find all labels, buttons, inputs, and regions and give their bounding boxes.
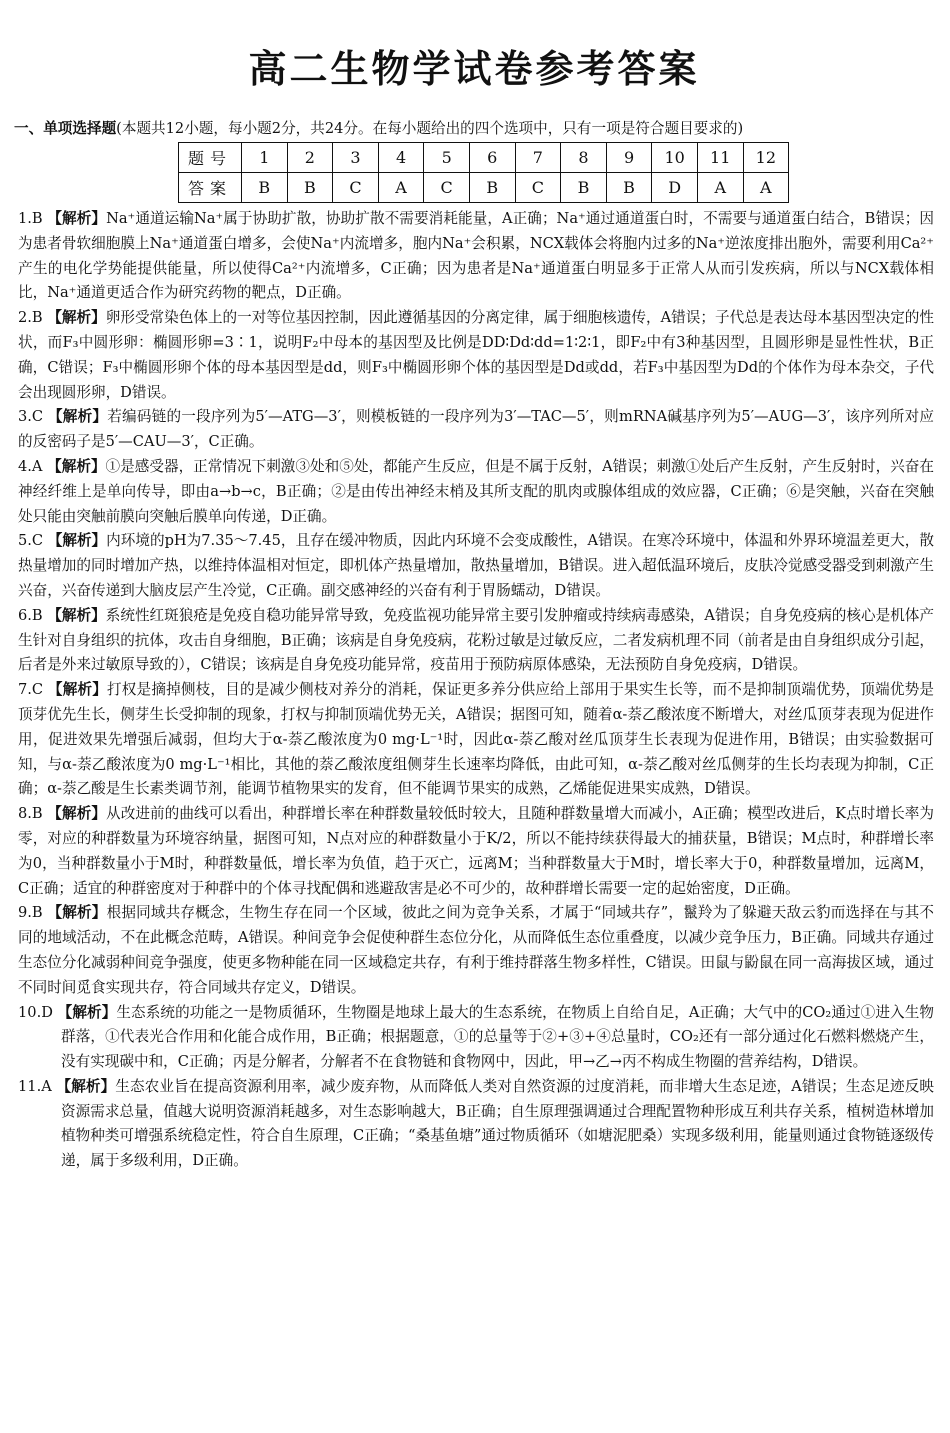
answer-cell: B	[287, 173, 333, 203]
section-name: 一、单项选择题	[14, 120, 117, 137]
answer-cell: A	[743, 173, 789, 203]
question-number: 10	[652, 143, 698, 173]
explanation-text: ①是感受器，正常情况下刺激③处和⑤处，都能产生反应，但是不属于反射，A错误；刺激①处后产生反射，产生反射时，兴奋在神经纤维上是单向传导，即由a→b→c，B正确；②是由传出神经末梢及其所支配的肌肉或腺体组成的效应器，C正确；⑥是突触，兴奋在突触处只能由突触前膜向突触后膜单向传递，D正确。	[18, 457, 934, 525]
answer-cell: B	[469, 173, 515, 203]
answer-cell: C	[424, 173, 470, 203]
answer-cell: A	[378, 173, 424, 203]
question-number: 5	[424, 143, 470, 173]
answer-cell: C	[515, 173, 561, 203]
explanation-item	[14, 306, 934, 405]
answer-number: 6.B	[18, 606, 43, 624]
analysis-tag: 【解析】	[47, 309, 106, 327]
explanation-text: 生态农业旨在提高资源利用率，减少废弃物，从而降低人类对自然资源的过度消耗，而非增大生态足迹，A错误；生态足迹反映资源需求总量，值越大说明资源消耗越多，对生态影响越大，B正确；自生原理强调通过合理配置物种形成互利共存关系，植树造林增加植物种类可增强系统稳定性，符合自生原理，C正确；“桑基鱼塘”通过物质循环（如塘泥肥桑）实现多级利用，能量则通过食物链逐级传递，属于多级利用，D正确。	[61, 1077, 934, 1170]
analysis-tag: 【解析】	[47, 532, 107, 550]
section-header	[14, 118, 934, 140]
question-number: 4	[378, 143, 424, 173]
analysis-tag: 【解析】	[47, 805, 107, 823]
question-number: 8	[561, 143, 607, 173]
question-number: 6	[469, 143, 515, 173]
answer-number: 4.A	[18, 457, 43, 475]
explanation-text: 生态系统的功能之一是物质循环，生物圈是地球上最大的生态系统，在物质上自给自足，A正确；大气中的CO₂通过①进入生物群落，①代表光合作用和化能合成作用，B正确；根据题意，①的总量等于②+③+④总量时，CO₂还有一部分通过化石燃料燃烧产生，没有实现碳中和，C正确；丙是分解者，分解者不在食物链和食物网中，因此，甲→乙→丙不构成生物圈的营养结构，D错误。	[61, 1003, 934, 1071]
answer-table-number-row	[179, 143, 789, 173]
explanation-text: 卵形受常染色体上的一对等位基因控制，因此遵循基因的分离定律，属于细胞核遗传，A错误；子代总是表达母本基因型决定的性状，而F₃中圆形卵：椭圆形卵=3∶1，说明F₂中母本的基因型及比例是DD∶Dd∶dd=1∶2∶1，即F₂中有3种基因型，且圆形卵是显性性状，B正确，C错误；F₃中椭圆形卵个体的母本基因型是dd，则F₃中椭圆形卵个体的基因型是Dd或dd，若F₃中基因型为Dd的个体作为母本杂交，子代会出现圆形卵，D错误。	[18, 309, 935, 401]
analysis-tag: 【解析】	[47, 606, 106, 624]
analysis-tag: 【解析】	[47, 408, 108, 426]
question-number: 1	[242, 143, 288, 173]
explanation-text: 若编码链的一段序列为5′—ATG—3′，则模板链的一段序列为3′—TAC—5′，则mRNA碱基序列为5′—AUG—3′，该序列所对应的反密码子是5′—CAU—3′，C正确。	[18, 408, 935, 451]
answer-cell: B	[242, 173, 288, 203]
question-number: 9	[606, 143, 652, 173]
answer-table	[178, 142, 789, 203]
answer-table-answer-row	[179, 173, 789, 203]
answer-cell: B	[606, 173, 652, 203]
explanation-item	[14, 455, 934, 529]
analysis-tag: 【解析】	[47, 210, 107, 227]
answer-number: 7.C	[18, 681, 44, 699]
answer-number: 11.A	[18, 1077, 52, 1095]
analysis-tag: 【解析】	[47, 904, 107, 922]
explanation-text: 根据同域共存概念，生物生存在同一个区域，彼此之间为竞争关系，才属于“同域共存”，鬣羚为了躲避天敌云豹而选择在与其不同的地域活动，不在此概念范畴，A错误。种间竞争会促使种群生态位分化，从而降低生态位重叠度，以减少竞争压力，B正确。同域共存通过生态位分化减弱种间竞争强度，使更多物种能在同一区域稳定共存，有利于维持群落生物多样性，C错误。田鼠与鼢鼠在同一高海拔区域，通过不同时间觅食实现共存，符合同域共存定义，D错误。	[18, 904, 935, 996]
answer-cell: B	[561, 173, 607, 203]
explanation-item	[14, 207, 934, 306]
explanation-item	[14, 1075, 934, 1174]
explanation-item	[14, 802, 934, 901]
answer-number: 1.B	[18, 210, 43, 227]
analysis-tag: 【解析】	[47, 457, 106, 475]
answer-number: 9.B	[18, 904, 43, 922]
answer-number: 3.C	[18, 408, 44, 426]
question-number: 2	[287, 143, 333, 173]
explanation-item	[14, 405, 934, 455]
explanation-text: 系统性红斑狼疮是免疫自稳功能异常导致，免疫监视功能异常主要引发肿瘤或持续病毒感染，A错误；自身免疫病的核心是机体产生针对自身组织的抗体，攻击自身细胞，B正确；该病是自身免疫病，花粉过敏是过敏反应，二者发病机理不同（前者是由自身组织成分引起，后者是外来过敏原导致的），C错误；该病是自身免疫功能异常，疫苗用于预防病原体感染，无法预防自身免疫病，D错误。	[18, 606, 935, 674]
question-number: 7	[515, 143, 561, 173]
explanation-item	[14, 604, 934, 678]
explanation-text: Na⁺通道运输Na⁺属于协助扩散，协助扩散不需要消耗能量，A正确；Na⁺通过通道蛋白时，不需要与通道蛋白结合，B错误；因为患者骨软细胞膜上Na⁺通道蛋白增多，会使Na⁺内流增多，胞内Na⁺会积累，NCX载体会将胞内过多的Na⁺逆浓度排出胞外，需要利用Ca²⁺产生的电化学势能提供能量，所以使得Ca²⁺内流增多，C正确；因为患者是Na⁺通道蛋白明显多于正常人从而引发疾病，所以与NCX载体相比，Na⁺通道更适合作为研究药物的靶点，D正确。	[18, 210, 934, 302]
explanation-text: 从改进前的曲线可以看出，种群增长率在种群数量较低时较大，且随种群数量增大而减小，A正确；模型改进后，K点时增长率为零，对应的种群数量为环境容纳量，据图可知，N点对应的种群数量小于K/2，所以不能持续获得最大的捕获量，B错误；M点时，种群增长率为0，当种群数量小于M时，种群数量低，增长率为负值，趋于灭亡，远离M；当种群数量大于M时，增长率大于0，种群数量增加，远离M，C正确；适宜的种群密度对于种群中的个体寻找配偶和逃避敌害是必不可少的，故种群增长需要一定的起始密度，D正确。	[18, 805, 934, 897]
explanation-text: 打权是摘掉侧枝，目的是减少侧枝对养分的消耗，保证更多养分供应给上部用于果实生长等，而不是抑制顶端优势，顶端优势是顶芽优先生长，侧芽生长受抑制的现象，打权与抑制顶端优势无关，A错误；据图可知，随着α-萘乙酸浓度不断增大，对丝瓜顶芽表现为促进作用，促进效果先增强后减弱，但均大于α-萘乙酸浓度为0 mg·L⁻¹时，因此α-萘乙酸对丝瓜顶芽生长表现为促进作用，B错误；由实验数据可知，与α-萘乙酸浓度为0 mg·L⁻¹相比，其他的萘乙酸浓度组侧芽生长速率均降低，由此可知，α-萘乙酸对丝瓜侧芽的生长均表现为抑制，C正确；α-萘乙酸是生长素类调节剂，能调节植物果实的发育，但不能调节果实的成熟，乙烯能促进果实成熟，D错误。	[18, 681, 934, 798]
answer-number: 10.D	[18, 1003, 53, 1021]
explanation-item	[14, 529, 934, 603]
answer-row-label: 答案	[179, 173, 242, 203]
question-number: 12	[743, 143, 789, 173]
explanation-item	[14, 1001, 934, 1075]
answer-number: 5.C	[18, 532, 44, 550]
section-description: (本题共12小题，每小题2分，共24分。在每小题给出的四个选项中，只有一项是符合题目要求的)	[116, 120, 744, 137]
answer-number: 2.B	[18, 309, 43, 327]
analysis-tag: 【解析】	[56, 1077, 116, 1095]
answer-cell: C	[333, 173, 379, 203]
question-number: 3	[333, 143, 379, 173]
explanation-item	[14, 901, 934, 1000]
analysis-tag: 【解析】	[47, 681, 108, 699]
analysis-tag: 【解析】	[57, 1003, 117, 1021]
explanation-text: 内环境的pH为7.35～7.45，且存在缓冲物质，因此内环境不会变成酸性，A错误。在寒冷环境中，体温和外界环境温差更大，散热量增加的同时增加产热，以维持体温相对恒定，即机体产热量增加，散热量增加，B错误。进入超低温环境后，皮肤冷觉感受器受到刺激产生兴奋，兴奋传递到大脑皮层产生冷觉，C正确。副交感神经的兴奋有利于胃肠蠕动，D错误。	[18, 532, 934, 599]
explanation-item	[14, 678, 934, 802]
number-row-label: 题号	[179, 143, 242, 173]
answer-cell: A	[697, 173, 743, 203]
page-title: 高二生物学试卷参考答案	[248, 47, 700, 91]
answer-number: 8.B	[18, 805, 43, 823]
answer-cell: D	[652, 173, 698, 203]
question-number: 11	[697, 143, 743, 173]
